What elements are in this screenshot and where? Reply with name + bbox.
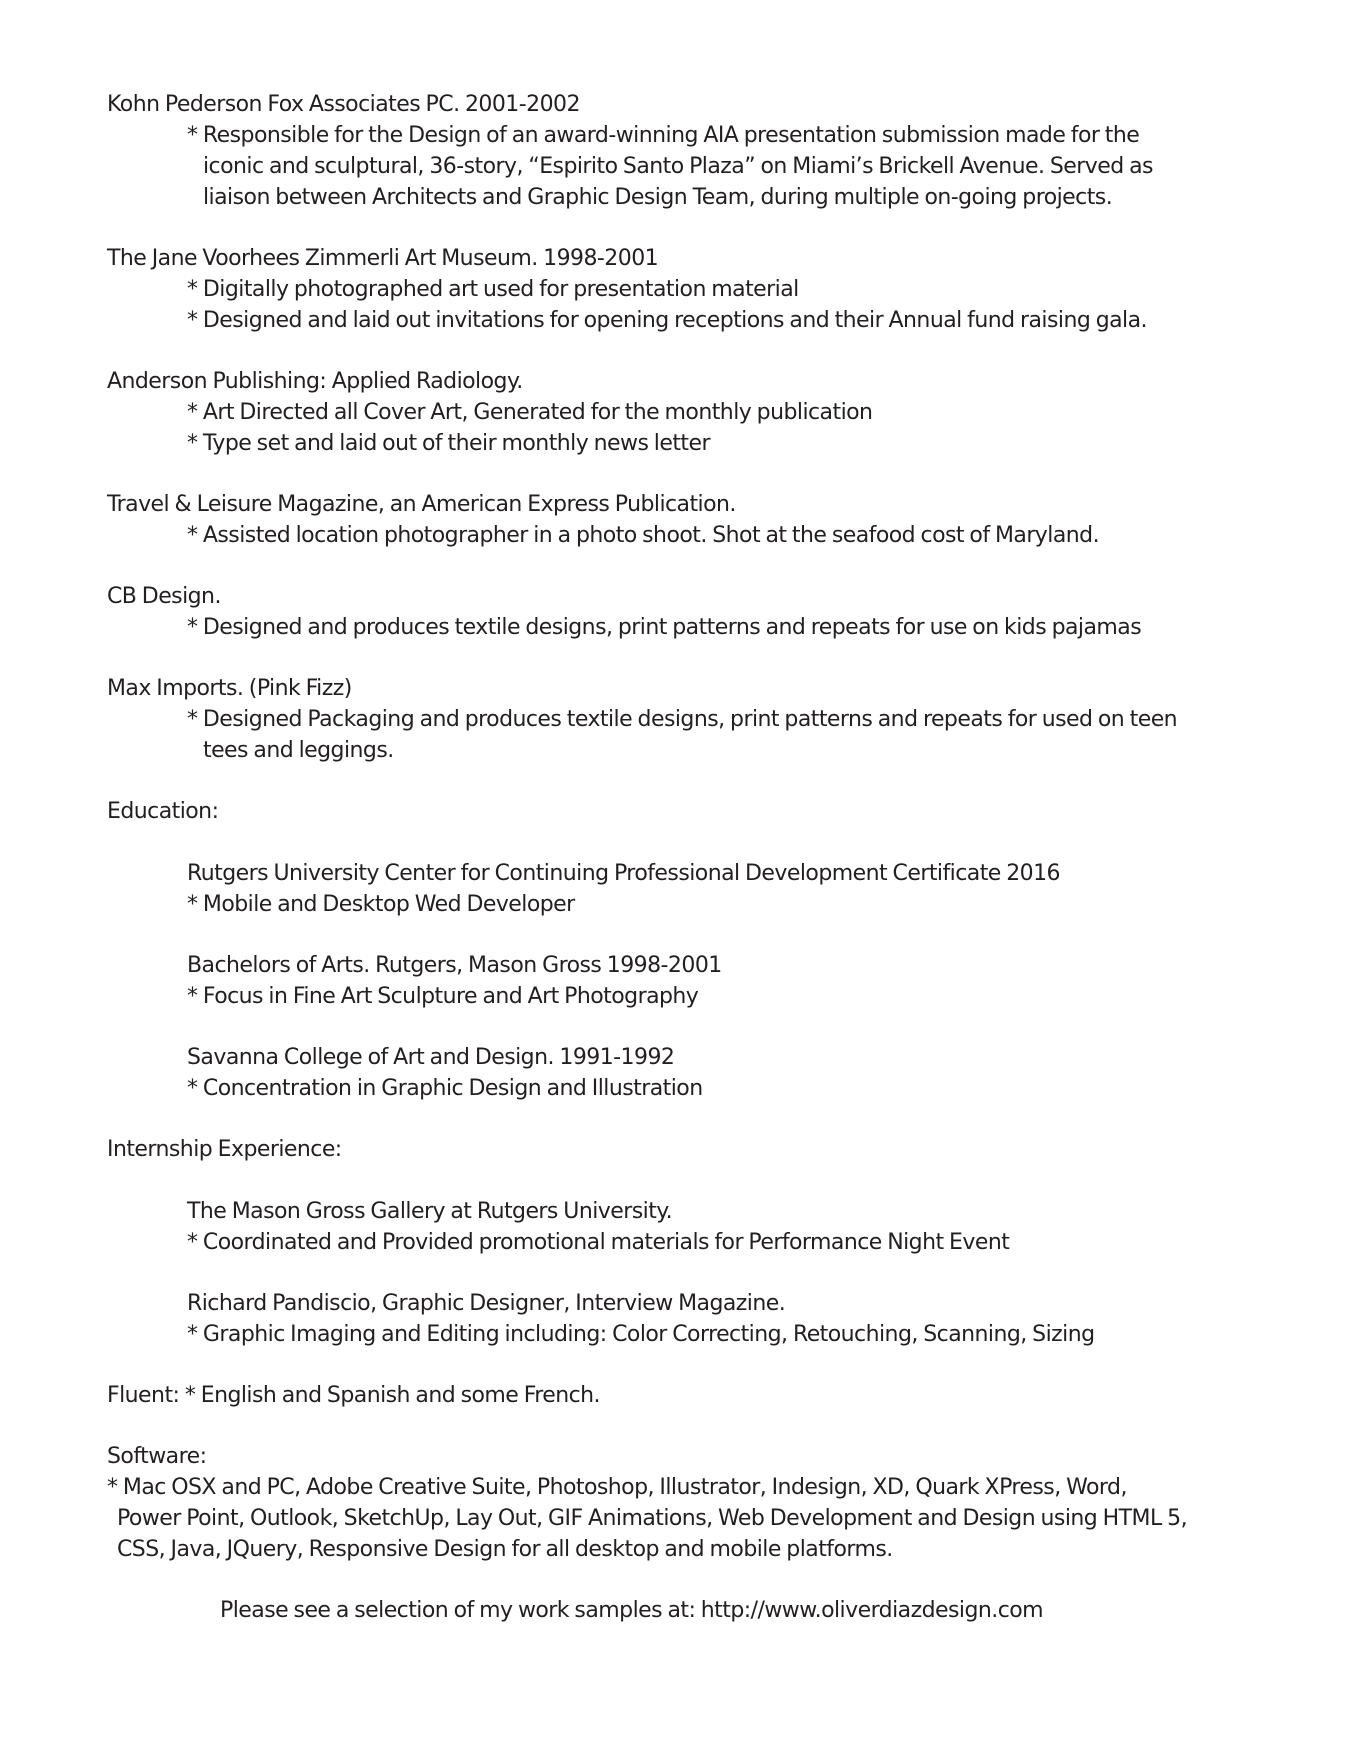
job-bullet: * Designed and produces textile designs, print patterns and repeats for use on kids pajamas: [187, 615, 1142, 640]
job-heading: Max Imports. (Pink Fizz): [107, 676, 352, 701]
education-title: Savanna College of Art and Design. 1991-1992: [187, 1045, 675, 1070]
internship-detail: * Graphic Imaging and Editing including: Color Correcting, Retouching, Scanning, Sizing: [187, 1322, 1095, 1347]
job-bullet: * Digitally photographed art used for presentation material: [187, 277, 799, 302]
job-bullet-continuation: tees and leggings.: [203, 738, 394, 763]
internship-detail: * Coordinated and Provided promotional materials for Performance Night Event: [187, 1230, 1010, 1255]
job-bullet: * Type set and laid out of their monthly news letter: [187, 431, 710, 456]
education-title: Bachelors of Arts. Rutgers, Mason Gross 1998-2001: [187, 953, 722, 978]
software-line: CSS, Java, JQuery, Responsive Design for all desktop and mobile platforms.: [117, 1537, 893, 1562]
job-heading: Anderson Publishing: Applied Radiology.: [107, 369, 523, 394]
job-bullet: * Assisted location photographer in a photo shoot. Shot at the seafood cost of Maryland.: [187, 523, 1100, 548]
internship-title: The Mason Gross Gallery at Rutgers University.: [187, 1199, 673, 1224]
software-line: * Mac OSX and PC, Adobe Creative Suite, Photoshop, Illustrator, Indesign, XD, Quark XPress, Word,: [107, 1475, 1127, 1500]
job-bullet: * Designed Packaging and produces textile designs, print patterns and repeats for used on teen: [187, 707, 1178, 732]
section-heading-software: Software:: [107, 1444, 207, 1469]
software-line: Power Point, Outlook, SketchUp, Lay Out, GIF Animations, Web Development and Design using HTML 5,: [117, 1506, 1188, 1531]
job-heading: Travel & Leisure Magazine, an American Express Publication.: [107, 492, 736, 517]
job-heading: Kohn Pederson Fox Associates PC. 2001-2002: [107, 92, 580, 117]
job-bullet: * Responsible for the Design of an award-winning AIA presentation submission made for the: [187, 123, 1140, 148]
education-detail: * Focus in Fine Art Sculpture and Art Photography: [187, 984, 699, 1009]
languages-text: Fluent: * English and Spanish and some French.: [107, 1383, 600, 1408]
education-title: Rutgers University Center for Continuing Professional Development Certificate 2016: [187, 861, 1060, 886]
section-heading-internship: Internship Experience:: [107, 1137, 342, 1162]
internship-title: Richard Pandiscio, Graphic Designer, Interview Magazine.: [187, 1291, 786, 1316]
job-bullet: * Art Directed all Cover Art, Generated for the monthly publication: [187, 400, 873, 425]
education-detail: * Mobile and Desktop Wed Developer: [187, 892, 575, 917]
job-heading: The Jane Voorhees Zimmerli Art Museum. 1998-2001: [107, 246, 659, 271]
section-heading-education: Education:: [107, 799, 219, 824]
job-heading: CB Design.: [107, 584, 221, 609]
job-bullet-continuation: liaison between Architects and Graphic Design Team, during multiple on-going projects.: [203, 185, 1113, 210]
education-detail: * Concentration in Graphic Design and Illustration: [187, 1076, 703, 1101]
job-bullet-continuation: iconic and sculptural, 36-story, “Espirito Santo Plaza” on Miami’s Brickell Avenue. Served as: [203, 154, 1153, 179]
job-bullet: * Designed and laid out invitations for opening receptions and their Annual fund raising gala.: [187, 308, 1147, 333]
portfolio-link-text: Please see a selection of my work samples at: http://www.oliverdiazdesign.com: [220, 1598, 1044, 1623]
